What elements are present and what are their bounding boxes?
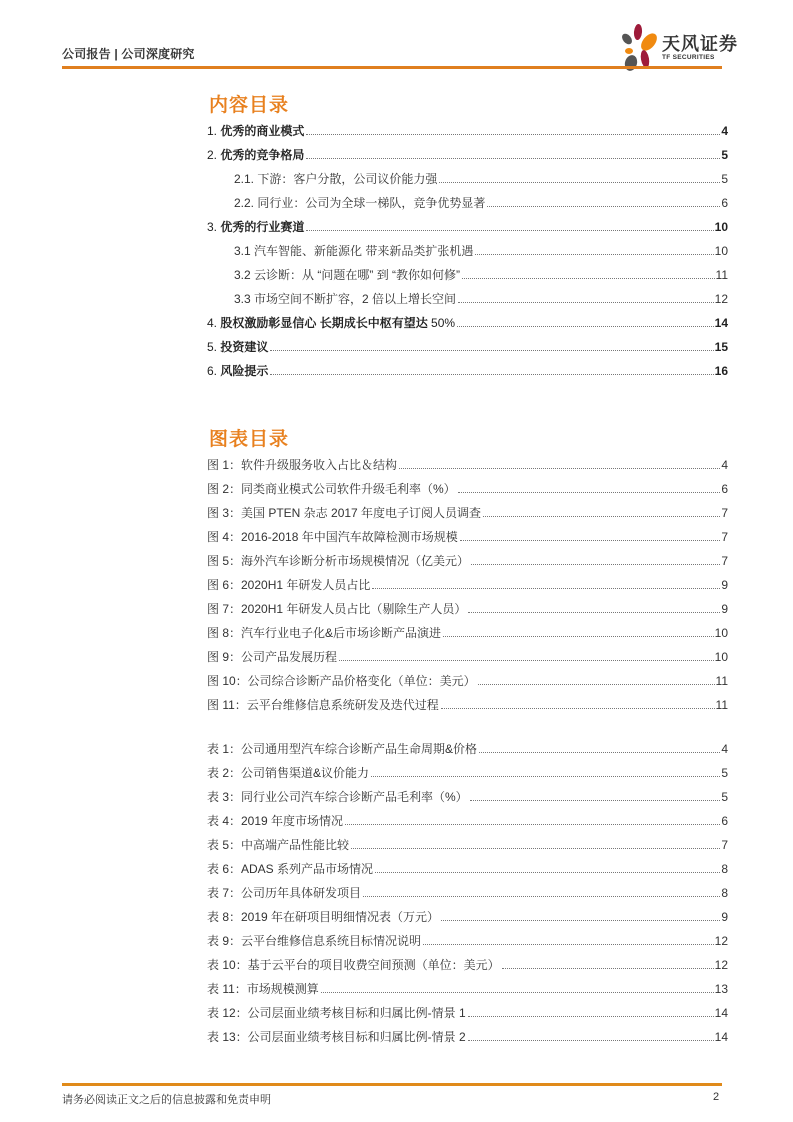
table-page: 8: [721, 886, 728, 900]
table-page: 14: [714, 1030, 728, 1044]
table-label: 表 7：公司历年具体研发项目: [207, 886, 362, 900]
toc-page: 12: [714, 292, 728, 306]
leader-dots: [270, 373, 713, 375]
figure-label: 图 4：2016-2018 年中国汽车故障检测市场规模: [207, 530, 458, 544]
toc-entry[interactable]: [207, 118, 728, 138]
toc-page: 10: [714, 244, 728, 258]
figure-page: 4: [721, 458, 728, 472]
toc-label: 优秀的竞争格局: [220, 148, 305, 162]
logo-chinese-name: 天风证券: [662, 34, 738, 54]
toc-number: 2.1.: [234, 172, 255, 186]
toc-label: 风险提示: [220, 364, 269, 378]
figure-entry[interactable]: [207, 524, 728, 544]
table-label: 表 1：公司通用型汽车综合诊断产品生命周期&价格: [207, 742, 478, 756]
toc-page: 15: [714, 340, 728, 354]
toc-label: 下游：客户分散，公司议价能力强: [257, 172, 438, 186]
figure-entry[interactable]: [207, 692, 728, 712]
toc-entry[interactable]: [207, 166, 728, 186]
header-divider: [62, 66, 722, 69]
figure-entry[interactable]: [207, 596, 728, 616]
leader-dots: [339, 659, 714, 661]
figure-page: 11: [715, 674, 728, 688]
figure-page: 9: [721, 602, 728, 616]
footer-divider: [62, 1083, 722, 1086]
figure-entry[interactable]: [207, 548, 728, 568]
toc-label: 云诊断：从 “问题在哪” 到 “教你如何修”: [254, 268, 461, 282]
contents-title: 内容目录: [209, 95, 290, 116]
leader-dots: [371, 775, 720, 777]
table-label: 表 9：云平台维修信息系统目标情况说明: [207, 934, 422, 948]
logo-english-name: TF SECURITIES: [662, 54, 715, 61]
table-page: 12: [714, 958, 728, 972]
table-page: 14: [714, 1006, 728, 1020]
toc-entry[interactable]: [207, 190, 728, 210]
toc-page: 16: [714, 364, 728, 378]
table-label: 表 11：市场规模测算: [207, 982, 319, 996]
table-page: 7: [721, 838, 728, 852]
table-label: 表 5：中高端产品性能比较: [207, 838, 350, 852]
footer-disclaimer: 请务必阅读正文之后的信息披露和免责申明: [62, 1094, 271, 1106]
page-number: 2: [713, 1091, 720, 1103]
leader-dots: [457, 325, 714, 327]
toc-label: 投资建议: [220, 340, 269, 354]
figure-label: 图 7：2020H1 年研发人员占比（剔除生产人员）: [207, 602, 467, 616]
leader-dots: [470, 799, 721, 801]
leader-dots: [399, 467, 720, 469]
leader-dots: [462, 277, 715, 279]
tf-securities-logo: [618, 22, 738, 72]
leader-dots: [375, 871, 720, 873]
toc-page: 6: [721, 196, 728, 210]
leader-dots: [270, 349, 713, 351]
toc-number: 6.: [207, 364, 218, 378]
table-entry[interactable]: [207, 1000, 728, 1020]
leader-dots: [479, 751, 720, 753]
toc-page: 10: [714, 220, 728, 234]
figure-page: 7: [721, 554, 728, 568]
figure-page: 7: [721, 530, 728, 544]
figure-label: 图 8：汽车行业电子化&后市场诊断产品演进: [207, 626, 442, 640]
figure-entry[interactable]: [207, 668, 728, 688]
leader-dots: [441, 919, 720, 921]
table-label: 表 12：公司层面业绩考核目标和归属比例-情景 1: [207, 1006, 466, 1020]
table-label: 表 4：2019 年度市场情况: [207, 814, 344, 828]
toc-entry[interactable]: [207, 286, 728, 306]
leader-dots: [345, 823, 720, 825]
figure-entry[interactable]: [207, 476, 728, 496]
figure-entry[interactable]: [207, 452, 728, 472]
leader-dots: [321, 991, 714, 993]
leader-dots: [458, 301, 714, 303]
table-page: 6: [721, 814, 728, 828]
table-entry[interactable]: [207, 760, 728, 780]
leader-dots: [423, 943, 714, 945]
table-entry[interactable]: [207, 832, 728, 852]
figure-page: 7: [721, 506, 728, 520]
figure-label: 图 3：美国 PTEN 杂志 2017 年度电子订阅人员调查: [207, 506, 482, 520]
figure-label: 图 1：软件升级服务收入占比＆结构: [207, 458, 398, 472]
leader-dots: [306, 157, 720, 159]
toc-entry[interactable]: [207, 262, 728, 282]
table-entry[interactable]: [207, 976, 728, 996]
toc-number: 5.: [207, 340, 218, 354]
figure-label: 图 9：公司产品发展历程: [207, 650, 338, 664]
leader-dots: [471, 563, 720, 565]
table-page: 4: [721, 742, 728, 756]
leader-dots: [441, 707, 715, 709]
figure-entry[interactable]: [207, 572, 728, 592]
table-entry[interactable]: [207, 952, 728, 972]
table-label: 表 8：2019 年在研项目明细情况表（万元）: [207, 910, 440, 924]
leader-dots: [443, 635, 714, 637]
figure-label: 图 10：公司综合诊断产品价格变化（单位：美元）: [207, 674, 476, 688]
toc-entry[interactable]: [207, 214, 728, 234]
figure-page: 10: [714, 650, 728, 664]
leader-dots: [363, 895, 720, 897]
logo-petals-icon: [618, 22, 662, 72]
toc-entry[interactable]: [207, 142, 728, 162]
figure-page: 9: [721, 578, 728, 592]
toc-number: 3.: [207, 220, 218, 234]
table-page: 5: [721, 790, 728, 804]
figure-page: 11: [715, 698, 728, 712]
figure-entry[interactable]: [207, 644, 728, 664]
leader-dots: [351, 847, 720, 849]
figures-title: 图表目录: [209, 429, 290, 450]
figure-label: 图 11：云平台维修信息系统研发及迭代过程: [207, 698, 439, 712]
leader-dots: [487, 205, 720, 207]
toc-label-suffix: 50%: [431, 316, 456, 330]
figure-entry[interactable]: [207, 500, 728, 520]
leader-dots: [468, 1015, 714, 1017]
table-label: 表 10：基于云平台的项目收费空间预测（单位：美元）: [207, 958, 500, 972]
figure-label: 图 6：2020H1 年研发人员占比: [207, 578, 371, 592]
toc-number: 4.: [207, 316, 218, 330]
toc-label: 汽车智能、新能源化 带来新品类扩张机遇: [254, 244, 474, 258]
figure-label: 图 2：同类商业模式公司软件升级毛利率（%）: [207, 482, 456, 496]
leader-dots: [483, 515, 720, 517]
leader-dots: [460, 539, 721, 541]
toc-label: 同行业：公司为全球一梯队，竞争优势显著: [257, 196, 486, 210]
leader-dots: [478, 683, 715, 685]
figure-page: 10: [714, 626, 728, 640]
toc-page: 4: [721, 124, 728, 138]
toc-entry[interactable]: [207, 358, 728, 378]
toc-page: 5: [721, 148, 728, 162]
leader-dots: [458, 491, 721, 493]
toc-number: 2.2.: [234, 196, 255, 210]
table-label: 表 13：公司层面业绩考核目标和归属比例-情景 2: [207, 1030, 466, 1044]
table-entry[interactable]: [207, 808, 728, 828]
table-entry[interactable]: [207, 1024, 728, 1044]
leader-dots: [439, 181, 720, 183]
toc-number: 3.2: [234, 268, 251, 282]
table-page: 5: [721, 766, 728, 780]
table-entry[interactable]: [207, 928, 728, 948]
toc-label: 股权激励彰显信心 长期成长中枢有望达: [220, 316, 428, 330]
figure-label: 图 5：海外汽车诊断分析市场规模情况（亿美元）: [207, 554, 470, 568]
leader-dots: [475, 253, 713, 255]
table-entry[interactable]: [207, 736, 728, 756]
toc-entry[interactable]: [207, 238, 728, 258]
toc-number: 3.1: [234, 244, 251, 258]
report-category: 公司报告 | 公司深度研究: [62, 47, 195, 61]
table-entry[interactable]: [207, 856, 728, 876]
table-page: 12: [714, 934, 728, 948]
table-label: 表 3：同行业公司汽车综合诊断产品毛利率（%）: [207, 790, 468, 804]
toc-page: 14: [714, 316, 728, 330]
toc-page: 11: [715, 268, 728, 282]
toc-label: 市场空间不断扩容，2 倍以上增长空间: [254, 292, 457, 306]
table-entry[interactable]: [207, 880, 728, 900]
table-page: 8: [721, 862, 728, 876]
toc-entry[interactable]: [207, 310, 728, 330]
leader-dots: [468, 1039, 714, 1041]
figure-entry[interactable]: [207, 620, 728, 640]
table-page: 13: [714, 982, 728, 996]
table-label: 表 2：公司销售渠道&议价能力: [207, 766, 370, 780]
table-label: 表 6：ADAS 系列产品市场情况: [207, 862, 374, 876]
leader-dots: [372, 587, 720, 589]
leader-dots: [502, 967, 714, 969]
leader-dots: [468, 611, 720, 613]
toc-number: 1.: [207, 124, 218, 138]
toc-label: 优秀的行业赛道: [220, 220, 305, 234]
toc-number: 2.: [207, 148, 218, 162]
table-entry[interactable]: [207, 784, 728, 804]
table-entry[interactable]: [207, 904, 728, 924]
toc-entry[interactable]: [207, 334, 728, 354]
toc-page: 5: [721, 172, 728, 186]
table-page: 9: [721, 910, 728, 924]
toc-label: 优秀的商业模式: [220, 124, 305, 138]
figure-page: 6: [721, 482, 728, 496]
leader-dots: [306, 133, 720, 135]
leader-dots: [306, 229, 713, 231]
toc-number: 3.3: [234, 292, 251, 306]
